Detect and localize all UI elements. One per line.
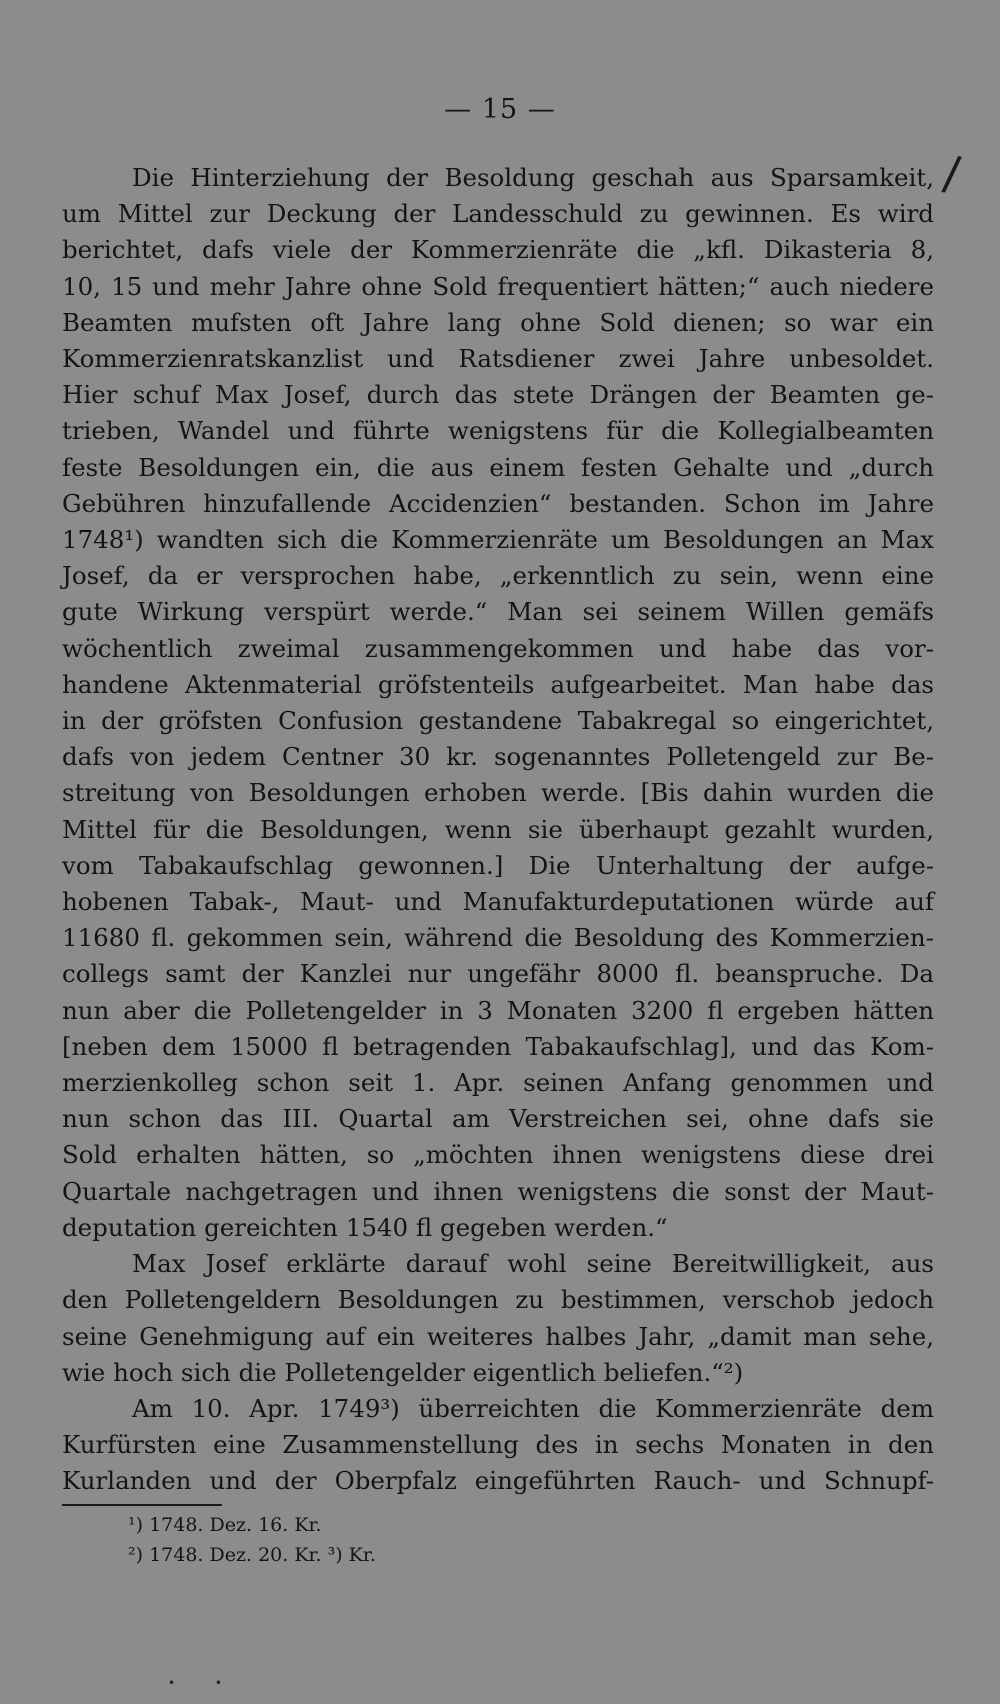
text-line: gute Wirkung verspürt werde.“ Man sei seinem Willen gemäfs: [62, 597, 934, 627]
paper-specks: • •: [168, 1676, 240, 1690]
text-line: 10, 15 und mehr Jahre ohne Sold frequentiert hätten;“ auch niedere: [62, 271, 934, 301]
text-line: streitung von Besoldungen erhoben werde. [Bis dahin wurden die: [62, 778, 934, 808]
text-line: wie hoch sich die Polletengelder eigentlich beliefen.“²): [62, 1357, 744, 1387]
text-line: Gebühren hinzufallende Accidenzien“ bestanden. Schon im Jahre: [62, 488, 934, 518]
text-line: Beamten mufsten oft Jahre lang ohne Sold dienen; so war ein: [62, 307, 934, 337]
text-line: wöchentlich zweimal zusammengekommen und habe das vor-: [62, 633, 934, 663]
footnote: ²) 1748. Dez. 20. Kr. ³) Kr.: [128, 1544, 376, 1566]
text-line: Max Josef erklärte darauf wohl seine Bereitwilligkeit, aus: [132, 1249, 934, 1279]
footnote-divider: [62, 1504, 222, 1506]
text-line: berichtet, dafs viele der Kommerzienräte die „kfl. Dikasteria 8,: [62, 235, 934, 265]
text-line: deputation gereichten 1540 fl gegeben werden.“: [62, 1212, 668, 1242]
text-line: Kurfürsten eine Zusammenstellung des in sechs Monaten in den: [62, 1430, 934, 1460]
text-line: seine Genehmigung auf ein weiteres halbes Jahr, „damit man sehe,: [62, 1321, 934, 1351]
text-line: handene Aktenmaterial gröfstenteils aufgearbeitet. Man habe das: [62, 669, 934, 699]
text-line: den Polletengeldern Besoldungen zu bestimmen, verschob jedoch: [62, 1285, 934, 1315]
text-line: 11680 fl. gekommen sein, während die Besoldung des Kommerzien-: [62, 923, 934, 953]
body-text: [62, 160, 934, 1500]
footnotes: [128, 1510, 376, 1570]
page-number: — 15 —: [444, 94, 556, 125]
text-line: feste Besoldungen ein, die aus einem festen Gehalte und „durch: [62, 452, 934, 482]
text-line: Am 10. Apr. 1749³) überreichten die Kommerzienräte dem: [132, 1393, 934, 1423]
text-line: dafs von jedem Centner 30 kr. sogenanntes Polletengeld zur Be-: [62, 742, 934, 772]
text-line: Kurlanden und der Oberpfalz eingeführten Rauch- und Schnupf-: [62, 1466, 934, 1496]
text-line: collegs samt der Kanzlei nur ungefähr 8000 fl. beanspruche. Da: [62, 959, 934, 989]
text-line: nun aber die Polletengelder in 3 Monaten 3200 fl ergeben hätten: [62, 995, 934, 1025]
text-line: um Mittel zur Deckung der Landesschuld zu gewinnen. Es wird: [62, 199, 934, 229]
text-line: vom Tabakaufschlag gewonnen.] Die Unterhaltung der aufge-: [62, 850, 934, 880]
text-line: merzienkolleg schon seit 1. Apr. seinen Anfang genommen und: [62, 1068, 934, 1098]
text-line: Quartale nachgetragen und ihnen wenigstens die sonst der Maut-: [62, 1176, 934, 1206]
text-line: Hier schuf Max Josef, durch das stete Drängen der Beamten ge-: [62, 380, 934, 410]
text-line: 1748¹) wandten sich die Kommerzienräte um Besoldungen an Max: [62, 525, 934, 555]
margin-pencil-mark: /: [940, 145, 964, 201]
text-line: trieben, Wandel und führte wenigstens für die Kollegialbeamten: [62, 416, 934, 446]
text-line: Sold erhalten hätten, so „möchten ihnen wenigstens diese drei: [62, 1140, 934, 1170]
text-line: [neben dem 15000 fl betragenden Tabakaufschlag], und das Kom-: [62, 1031, 934, 1061]
text-line: Mittel für die Besoldungen, wenn sie überhaupt gezahlt wurden,: [62, 814, 934, 844]
text-line: in der gröfsten Confusion gestandene Tabakregal so eingerichtet,: [62, 706, 934, 736]
text-line: Josef, da er versprochen habe, „erkenntlich zu sein, wenn eine: [62, 561, 934, 591]
text-line: nun schon das III. Quartal am Verstreichen sei, ohne dafs sie: [62, 1104, 934, 1134]
text-line: Die Hinterziehung der Besoldung geschah aus Sparsamkeit,: [132, 163, 934, 192]
footnote: ¹) 1748. Dez. 16. Kr.: [128, 1514, 322, 1536]
text-line: Kommerzienratskanzlist und Ratsdiener zwei Jahre unbesoldet.: [62, 344, 934, 374]
text-line: hobenen Tabak-, Maut- und Manufakturdeputationen würde auf: [62, 887, 934, 917]
